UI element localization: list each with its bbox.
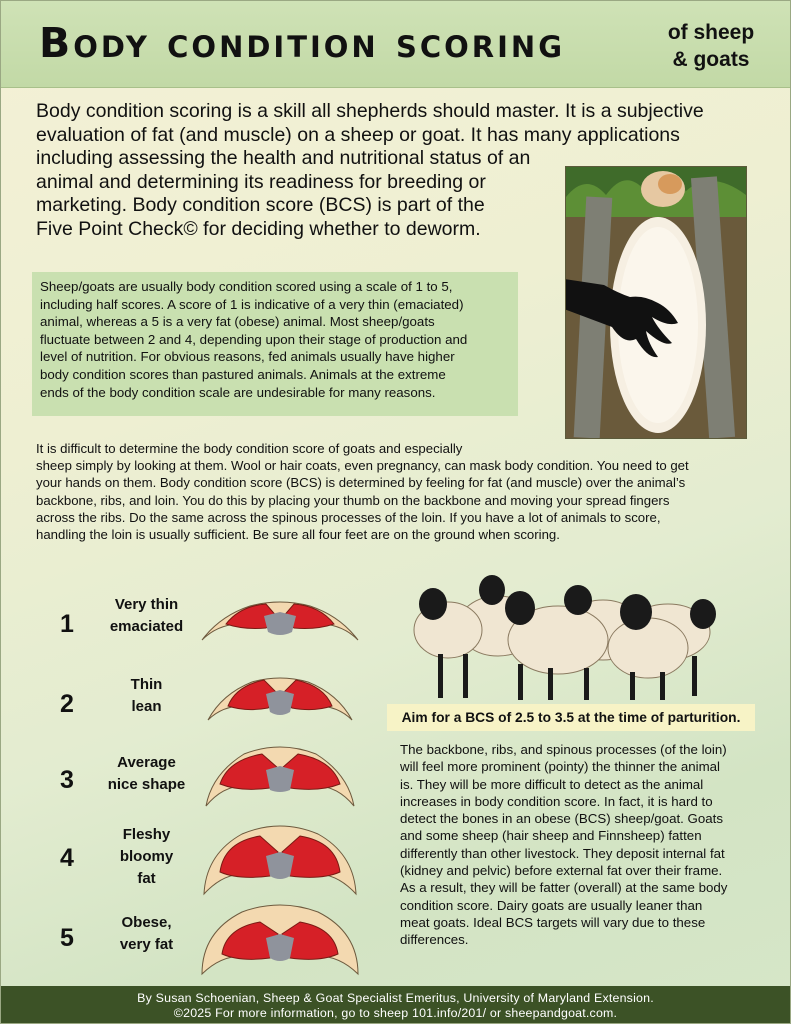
bottom-line: meat goats. Ideal BCS targets will vary due to these xyxy=(400,914,706,930)
score-description xyxy=(94,752,199,796)
score-description xyxy=(94,674,199,718)
score-description xyxy=(94,912,199,956)
score-number: 2 xyxy=(60,690,74,718)
aim-banner: Aim for a BCS of 2.5 to 3.5 at the time of parturition. xyxy=(387,704,755,731)
scale-info-line: body condition scores than pastured animals. Animals at the extreme xyxy=(40,366,446,382)
bottom-line: The backbone, ribs, and spinous processes (of the loin) xyxy=(400,742,727,757)
scale-info-line: Sheep/goats are usually body condition scored using a scale of 1 to 5, xyxy=(40,279,453,294)
intro-line: animal and determining its readiness for breeding or xyxy=(36,170,486,193)
score-desc-line: very fat xyxy=(119,936,174,953)
footer-credit: By Susan Schoenian, Sheep & Goat Specialist Emeritus, University of Maryland Extension. xyxy=(137,991,654,1005)
howto-line: across the ribs. Do the same across the spinous processes of the loin. If you have a lot of animals to score, xyxy=(36,509,661,525)
loin-cross-section-1 xyxy=(200,592,360,652)
score-description xyxy=(94,594,199,638)
scale-info-line: animal, whereas a 5 is a very fat (obese) animal. Most sheep/goats xyxy=(40,314,435,330)
score-desc-line: Fleshy xyxy=(122,826,171,843)
score-row-3 xyxy=(40,744,370,814)
intro-line: marketing. Body condition score (BCS) is part of the xyxy=(36,194,485,216)
scale-info-line: including half scores. A score of 1 is indicative of a very thin (emaciated) xyxy=(40,296,464,312)
subtitle-line-2: & goats xyxy=(672,48,750,71)
loin-cross-section-3 xyxy=(200,744,360,810)
score-desc-line: emaciated xyxy=(109,618,184,635)
howto-paragraph xyxy=(36,440,756,543)
loin-cross-section-4 xyxy=(200,824,360,896)
score-desc-line: Very thin xyxy=(114,596,179,613)
bottom-line: will feel more prominent (pointy) the thinner the animal xyxy=(400,759,721,775)
intro-line: Body condition scoring is a skill all shepherds should master. It is a subjective xyxy=(36,100,704,122)
score-row-5 xyxy=(40,904,370,974)
page-title: Body condition scoring xyxy=(39,19,565,67)
sheep-handling-illustration xyxy=(565,166,747,439)
sheep-flock-illustration xyxy=(408,568,728,704)
header xyxy=(1,1,790,88)
score-number: 3 xyxy=(60,766,74,794)
bottom-line: detect the bones in an obese (BCS) sheep/goat. Goats xyxy=(400,811,724,827)
scale-info-box xyxy=(32,272,518,416)
bottom-line: (kidney and pelvic) before external fat over their frame. xyxy=(400,863,723,879)
bottom-line: condition score. Dairy goats are usually leaner than xyxy=(400,897,703,913)
score-row-1 xyxy=(40,592,370,662)
intro-line: evaluation of fat (and muscle) on a sheep or goat. It has many applications xyxy=(36,123,680,146)
howto-line: It is difficult to determine the body condition score of goats and especially xyxy=(36,441,463,456)
score-number: 4 xyxy=(60,844,74,872)
subtitle-line-1: of sheep xyxy=(667,21,755,44)
score-desc-line: Obese, xyxy=(121,914,172,931)
score-number: 5 xyxy=(60,924,74,952)
score-desc-line: lean xyxy=(131,698,162,715)
bottom-paragraph xyxy=(400,741,770,949)
loin-cross-section-2 xyxy=(200,672,360,732)
scale-info-line: level of nutrition. For obvious reasons, fed animals usually have higher xyxy=(40,349,455,365)
bottom-line: As a result, they will be fatter (overall) at the same body xyxy=(400,880,728,896)
scale-info-line: ends of the body condition scale are undesirable for many reasons. xyxy=(40,384,436,400)
loin-cross-section-5 xyxy=(200,904,360,976)
bottom-line: is. They will be more difficult to detect as the animal xyxy=(400,776,704,792)
score-row-2 xyxy=(40,672,370,742)
howto-line: handling the loin is usually sufficient. Be sure all four feet are on the ground when scoring. xyxy=(36,527,560,543)
score-desc-line: bloomy xyxy=(119,848,174,865)
bottom-line: and some sheep (hair sheep and Finnsheep) fatten xyxy=(400,828,702,844)
score-row-4 xyxy=(40,824,370,894)
score-desc-line: nice shape xyxy=(107,776,186,793)
footer xyxy=(1,986,790,1023)
bottom-line: differently than other livestock. They deposit internal fat xyxy=(400,845,725,861)
scale-info-line: fluctuate between 2 and 4, depending upon their stage of production and xyxy=(40,331,468,347)
bottom-line: increases in body condition score. In fact, it is hard to xyxy=(400,793,713,809)
howto-line: your hands on them. Body condition score (BCS) is determined by feeling for fat (and muscle) over the animal’s xyxy=(36,475,686,491)
score-desc-line: Average xyxy=(117,754,176,771)
score-description xyxy=(94,824,199,890)
footer-links: ©2025 For more information, go to sheep 101.info/201/ or sheepandgoat.com. xyxy=(173,1006,618,1020)
score-number: 1 xyxy=(60,610,74,638)
howto-line: backbone, ribs, and loin. You do this by placing your thumb on the backbone and moving your spread fingers xyxy=(36,492,670,508)
score-desc-line: fat xyxy=(137,870,156,887)
intro-line: Five Point Check© for deciding whether to deworm. xyxy=(36,217,481,240)
howto-line: sheep simply by looking at them. Wool or hair coats, even pregnancy, can mask body condition. You need to get xyxy=(36,458,689,474)
page-subtitle xyxy=(651,19,771,73)
score-desc-line: Thin xyxy=(130,676,163,693)
bottom-line: differences. xyxy=(400,932,469,948)
intro-line: including assessing the health and nutritional status of an xyxy=(36,147,531,169)
